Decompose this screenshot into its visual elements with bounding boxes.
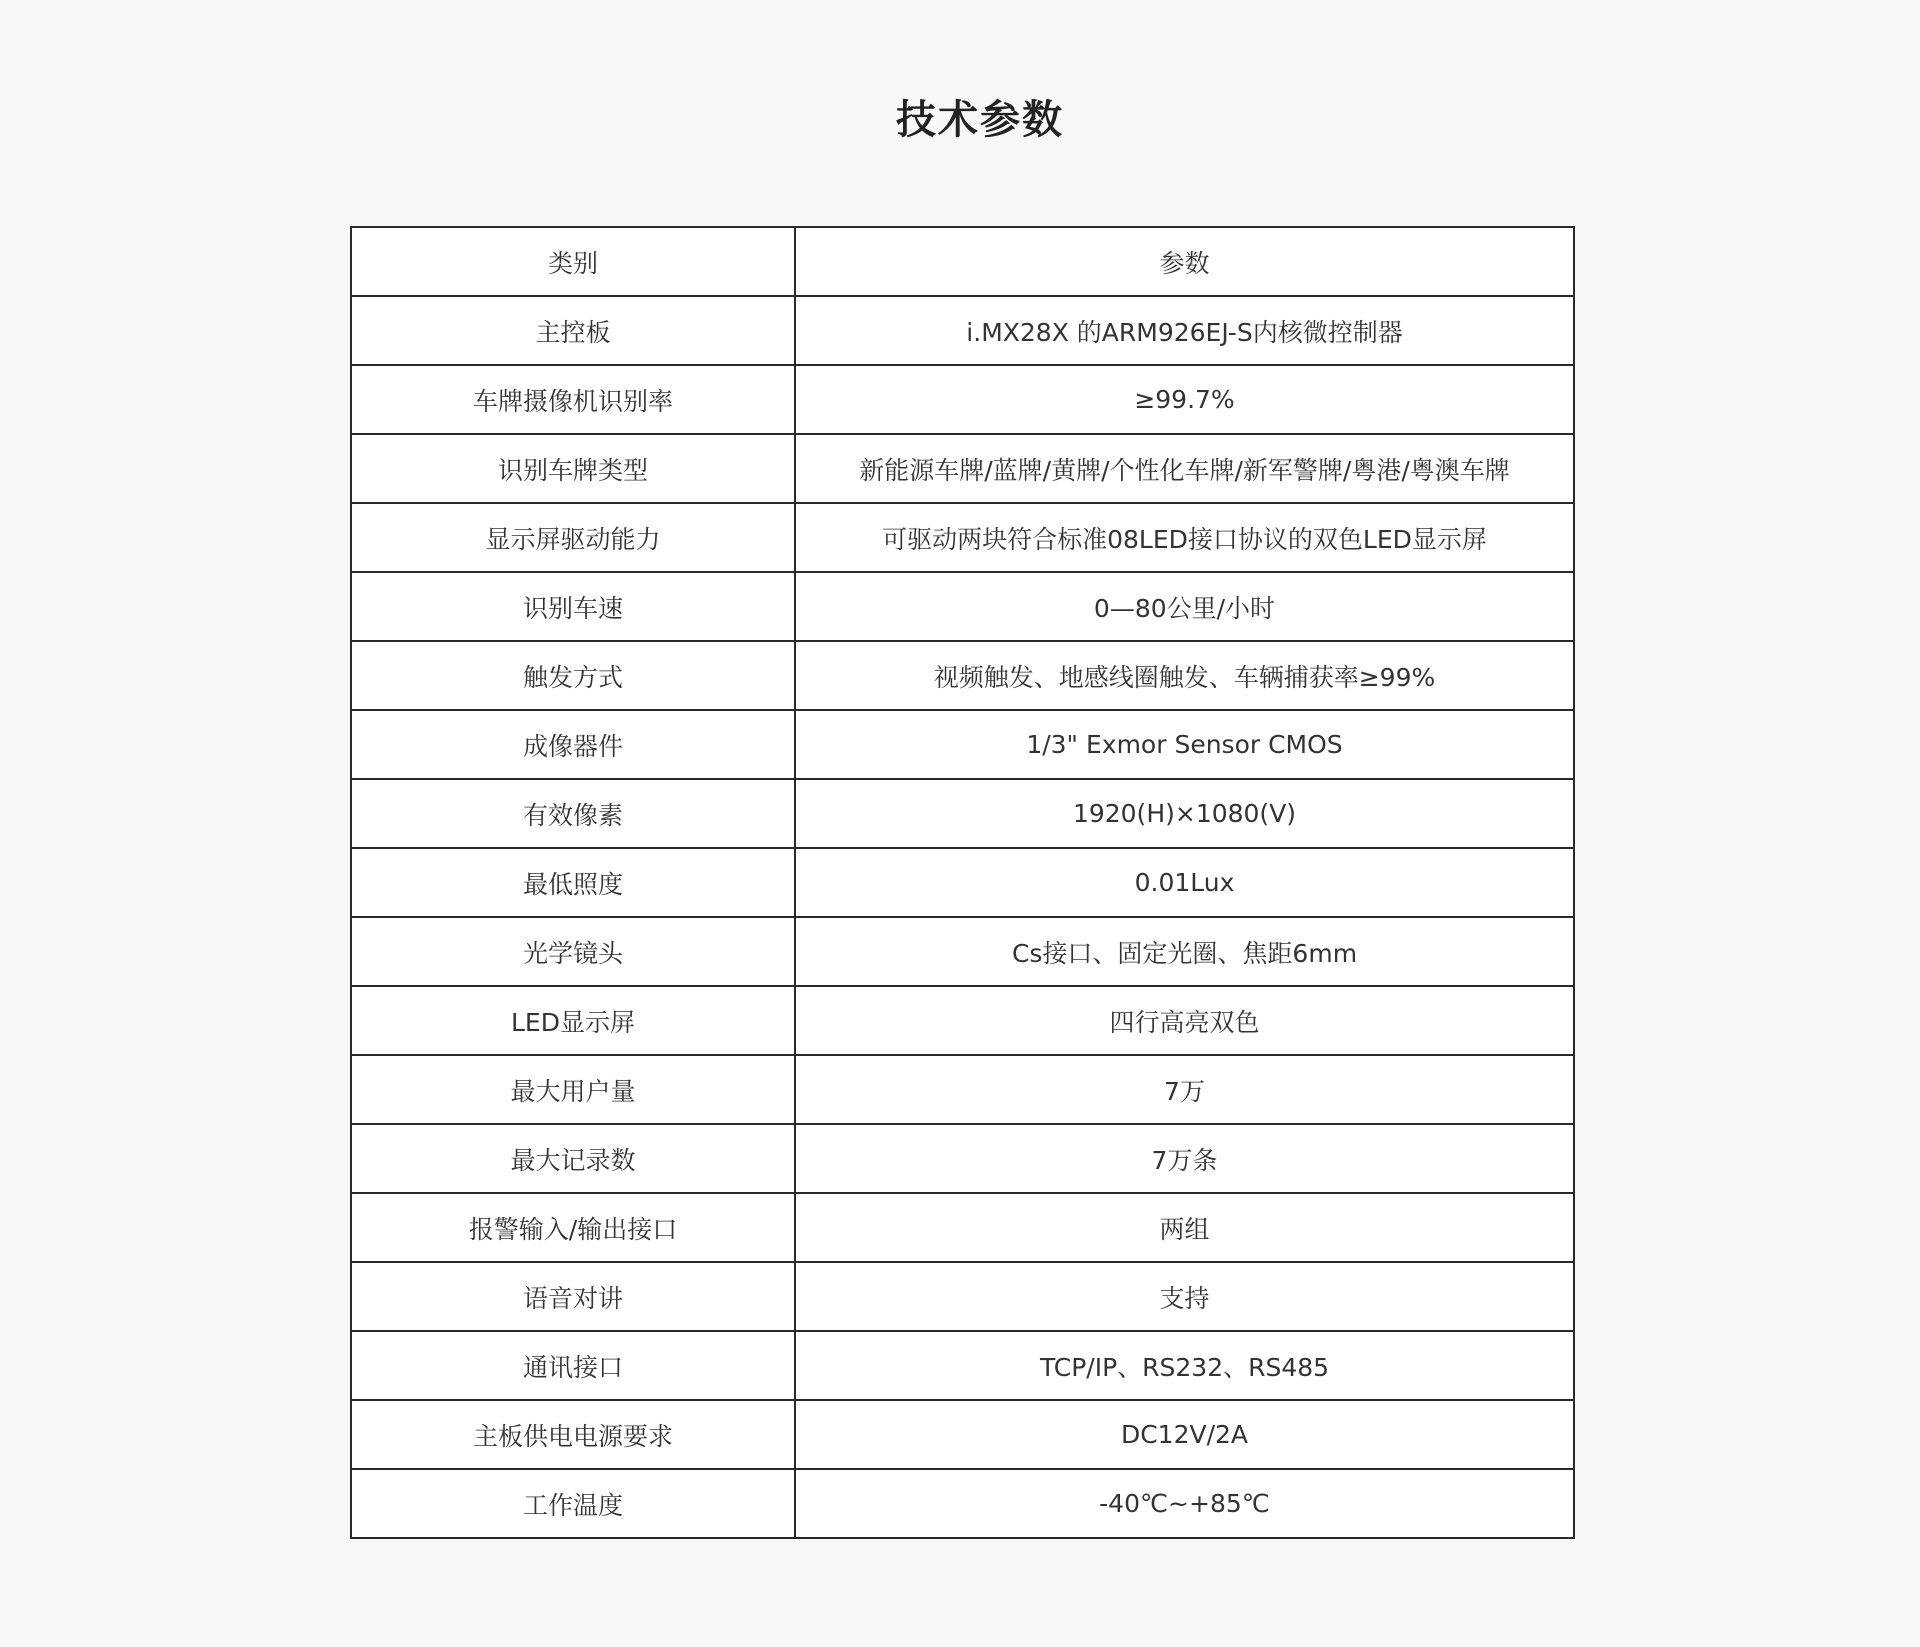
row-category: 报警输入/输出接口	[351, 1193, 795, 1262]
row-value: 两组	[795, 1193, 1574, 1262]
row-value: 7万	[795, 1055, 1574, 1124]
table-header-row	[351, 227, 1574, 296]
row-value: ≥99.7%	[795, 365, 1574, 434]
row-category: 语音对讲	[351, 1262, 795, 1331]
row-category: LED显示屏	[351, 986, 795, 1055]
row-value: 新能源车牌/蓝牌/黄牌/个性化车牌/新军警牌/粤港/粤澳车牌	[795, 434, 1574, 503]
table-row	[351, 1124, 1574, 1193]
table-row	[351, 1193, 1574, 1262]
row-value: 0—80公里/小时	[795, 572, 1574, 641]
row-value: i.MX28X 的ARM926EJ-S内核微控制器	[795, 296, 1574, 365]
header-category: 类别	[351, 227, 795, 296]
row-category: 光学镜头	[351, 917, 795, 986]
row-value: 1/3" Exmor Sensor CMOS	[795, 710, 1574, 779]
row-value: 7万条	[795, 1124, 1574, 1193]
row-category: 识别车牌类型	[351, 434, 795, 503]
table-row	[351, 1055, 1574, 1124]
table-row	[351, 710, 1574, 779]
row-category: 最大用户量	[351, 1055, 795, 1124]
table-row	[351, 848, 1574, 917]
row-category: 触发方式	[351, 641, 795, 710]
row-value: -40℃~+85℃	[795, 1469, 1574, 1538]
row-value: Cs接口、固定光圈、焦距6mm	[795, 917, 1574, 986]
header-value: 参数	[795, 227, 1574, 296]
table-row	[351, 779, 1574, 848]
table-row	[351, 572, 1574, 641]
row-category: 成像器件	[351, 710, 795, 779]
row-value: 支持	[795, 1262, 1574, 1331]
row-category: 最大记录数	[351, 1124, 795, 1193]
table-row	[351, 641, 1574, 710]
table-row	[351, 1331, 1574, 1400]
row-value: 四行高亮双色	[795, 986, 1574, 1055]
row-value: 可驱动两块符合标准08LED接口协议的双色LED显示屏	[795, 503, 1574, 572]
row-category: 显示屏驱动能力	[351, 503, 795, 572]
row-category: 车牌摄像机识别率	[351, 365, 795, 434]
table-row	[351, 1469, 1574, 1538]
spec-table	[350, 226, 1575, 1539]
row-category: 主控板	[351, 296, 795, 365]
row-value: 视频触发、地感线圈触发、车辆捕获率≥99%	[795, 641, 1574, 710]
table-row	[351, 434, 1574, 503]
row-value: 1920(H)×1080(V)	[795, 779, 1574, 848]
table-row	[351, 1400, 1574, 1469]
row-value: 0.01Lux	[795, 848, 1574, 917]
row-category: 通讯接口	[351, 1331, 795, 1400]
row-category: 识别车速	[351, 572, 795, 641]
row-category: 工作温度	[351, 1469, 795, 1538]
table-row	[351, 296, 1574, 365]
table-row	[351, 986, 1574, 1055]
page-title: 技术参数	[896, 97, 1064, 143]
table-row	[351, 917, 1574, 986]
table-row	[351, 503, 1574, 572]
row-category: 主板供电电源要求	[351, 1400, 795, 1469]
table-row	[351, 365, 1574, 434]
row-category: 有效像素	[351, 779, 795, 848]
row-value: DC12V/2A	[795, 1400, 1574, 1469]
row-value: TCP/IP、RS232、RS485	[795, 1331, 1574, 1400]
row-category: 最低照度	[351, 848, 795, 917]
table-row	[351, 1262, 1574, 1331]
